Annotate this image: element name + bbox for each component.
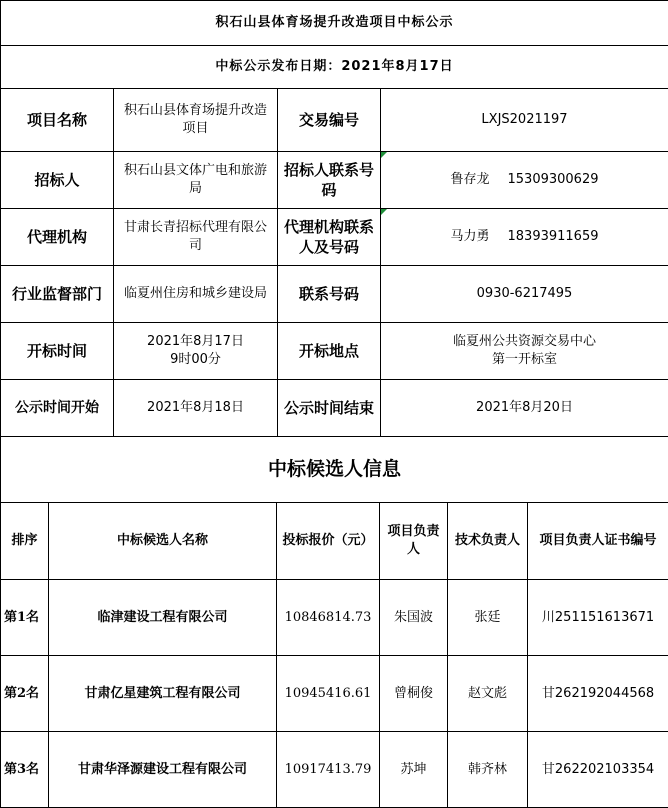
candidate-tech: 赵文彪 bbox=[448, 656, 528, 732]
candidate-price: 10846814.73 bbox=[277, 580, 380, 656]
candidate-rank: 第2名 bbox=[1, 656, 49, 732]
candidate-rank: 第1名 bbox=[1, 580, 49, 656]
notice-header-table bbox=[0, 0, 668, 89]
open-time-label: 开标时间 bbox=[1, 323, 114, 380]
agency-contact-name: 马力勇 bbox=[450, 229, 490, 245]
notice-title: 积石山县体育场提升改造项目中标公示 bbox=[1, 1, 668, 46]
candidate-price: 10917413.79 bbox=[277, 732, 380, 808]
open-place-line-1: 临夏州公共资源交易中心 bbox=[452, 334, 596, 350]
info-row bbox=[1, 380, 668, 437]
candidate-name: 甘肃亿星建筑工程有限公司 bbox=[49, 656, 277, 732]
project-name-value: 积石山县体育场提升改造项目 bbox=[114, 89, 278, 152]
tenderer-contact-phone: 15309300629 bbox=[507, 172, 599, 188]
candidate-rank: 第3名 bbox=[1, 732, 49, 808]
supervisor-value: 临夏州住房和城乡建设局 bbox=[114, 266, 278, 323]
supervisor-label: 行业监督部门 bbox=[1, 266, 114, 323]
trade-no-label: 交易编号 bbox=[278, 89, 381, 152]
tenderer-value: 积石山县文体广电和旅游局 bbox=[114, 152, 278, 209]
candidate-tech: 张廷 bbox=[448, 580, 528, 656]
publish-date: 中标公示发布日期：2021年8月17日 bbox=[1, 46, 668, 89]
info-row bbox=[1, 89, 668, 152]
open-time-date: 2021年8月17日 bbox=[147, 334, 244, 350]
tenderer-label: 招标人 bbox=[1, 152, 114, 209]
open-place-value bbox=[381, 323, 668, 380]
notice-start-value: 2021年8月18日 bbox=[114, 380, 278, 437]
candidate-name: 甘肃华泽源建设工程有限公司 bbox=[49, 732, 277, 808]
agency-contact-phone: 18393911659 bbox=[507, 229, 599, 245]
agency-label: 代理机构 bbox=[1, 209, 114, 266]
col-name-header: 中标候选人名称 bbox=[49, 503, 277, 580]
tenderer-contact-label: 招标人联系号码 bbox=[278, 152, 381, 209]
phone-value: 0930-6217495 bbox=[381, 266, 668, 323]
candidate-price: 10945416.61 bbox=[277, 656, 380, 732]
phone-label: 联系号码 bbox=[278, 266, 381, 323]
open-place-label: 开标地点 bbox=[278, 323, 381, 380]
info-row bbox=[1, 209, 668, 266]
table-row bbox=[1, 732, 668, 808]
open-place-line-2: 第一开标室 bbox=[491, 352, 557, 367]
candidate-cert: 川251151613671 bbox=[528, 580, 668, 656]
open-time-clock: 9时00分 bbox=[170, 352, 221, 367]
col-tech-header: 技术负责人 bbox=[448, 503, 528, 580]
tenderer-contact-value bbox=[381, 152, 668, 209]
candidates-table bbox=[0, 436, 668, 808]
col-price-header: 投标报价（元） bbox=[277, 503, 380, 580]
open-time-value bbox=[114, 323, 278, 380]
candidate-tech: 韩齐林 bbox=[448, 732, 528, 808]
notice-end-value: 2021年8月20日 bbox=[381, 380, 668, 437]
candidate-pm: 曾桐俊 bbox=[380, 656, 448, 732]
col-cert-header: 项目负责人证书编号 bbox=[528, 503, 668, 580]
notice-end-label: 公示时间结束 bbox=[278, 380, 381, 437]
project-name-label: 项目名称 bbox=[1, 89, 114, 152]
section-title: 中标候选人信息 bbox=[1, 437, 668, 503]
info-row bbox=[1, 152, 668, 209]
agency-contact-value bbox=[381, 209, 668, 266]
candidate-pm: 苏坤 bbox=[380, 732, 448, 808]
table-row bbox=[1, 656, 668, 732]
candidate-cert: 甘262192044568 bbox=[528, 656, 668, 732]
agency-value: 甘肃长青招标代理有限公司 bbox=[114, 209, 278, 266]
candidate-cert: 甘262202103354 bbox=[528, 732, 668, 808]
col-rank-header: 排序 bbox=[1, 503, 49, 580]
notice-start-label: 公示时间开始 bbox=[1, 380, 114, 437]
candidate-pm: 朱国波 bbox=[380, 580, 448, 656]
candidates-header-row bbox=[1, 503, 668, 580]
tenderer-contact-name: 鲁存龙 bbox=[450, 172, 490, 188]
info-row bbox=[1, 323, 668, 380]
project-info-table bbox=[0, 88, 668, 437]
info-row bbox=[1, 266, 668, 323]
candidate-name: 临津建设工程有限公司 bbox=[49, 580, 277, 656]
agency-contact-label: 代理机构联系人及号码 bbox=[278, 209, 381, 266]
trade-no-value: LXJS2021197 bbox=[381, 89, 668, 152]
table-row bbox=[1, 580, 668, 656]
col-pm-header: 项目负责人 bbox=[380, 503, 448, 580]
